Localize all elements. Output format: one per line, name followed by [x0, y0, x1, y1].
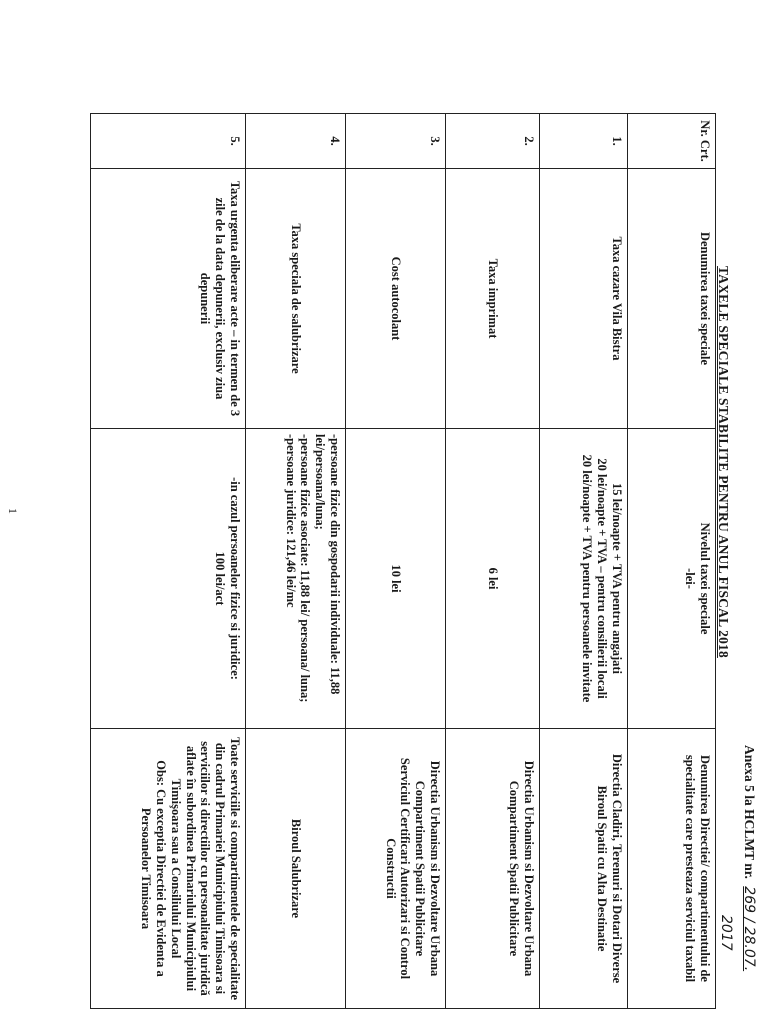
- row-dept: Toate serviciile si compartimentele de specialitate din cadrul Primariei Municipiului Timisoara si serviciilor si directiilor cu personalitate juridică aflate în subordinea Primariului Municipiului Timişoara sau a Consiliului Local Obs: Cu exceptia Directiei de Evidenta a Persoanelor Timisoara: [91, 729, 246, 1009]
- annex-label: Anexa 5 la HCLMT nr.: [742, 745, 757, 879]
- table-row: [540, 114, 628, 1009]
- row-nr: 4.: [246, 114, 346, 169]
- annex-number: 269 / 28.07.: [741, 886, 757, 972]
- header-nr: Nr. Crt.: [628, 114, 716, 169]
- row-nr: 5.: [91, 114, 246, 169]
- row-name: Taxa urgenta eliberare acte – in termen de 3 zile de la data depunerii, exclusiv ziua depunerii: [91, 169, 246, 429]
- annex-year: 2017: [718, 915, 734, 951]
- row-level: 6 lei: [446, 429, 540, 729]
- header-name: Denumirea taxei speciale: [628, 169, 716, 429]
- row-name: Cost autocolant: [346, 169, 446, 429]
- table-header-row: [628, 114, 716, 1009]
- table-row: [246, 114, 346, 1009]
- row-nr: 3.: [346, 114, 446, 169]
- header-level: Nivelul taxei speciale -lei-: [628, 429, 716, 729]
- page-number: 1: [6, 508, 20, 514]
- header-dept: Denumirea Directiei/ compartimentului de specialitate care presteaza serviciul taxabil: [628, 729, 716, 1009]
- annex-reference: [741, 745, 757, 971]
- row-name: Taxa cazare Vila Bistra: [540, 169, 628, 429]
- table-row: [346, 114, 446, 1009]
- row-level: -in cazul persoanelor fizice si juridice: 100 lei/act: [91, 429, 246, 729]
- row-name: Taxa imprimat: [446, 169, 540, 429]
- row-dept: Biroul Salubrizare: [246, 729, 346, 1009]
- row-name: Taxa speciala de salubrizare: [246, 169, 346, 429]
- table-row: [91, 114, 246, 1009]
- table-row: [446, 114, 540, 1009]
- row-level: -persoane fizice din gospodarii individuale: 11,88 lei/persoana/luna; -persoane fizice asociate: 11,88 lei/ persoana/ luna; -persoane juridice: 121,46 lei/mc: [246, 429, 346, 729]
- row-dept: Directia Urbanism si Dezvoltare Urbana Compartiment Spatii Publicitare: [446, 729, 540, 1009]
- row-nr: 2.: [446, 114, 540, 169]
- row-dept: Directia Cladiri, Terenuri si Dotari Diverse Biroul Spatii cu Alta Destinatie: [540, 729, 628, 1009]
- row-level: 15 lei/noapte + TVA pentru angajati 20 lei/noapte + TVA – pentru consilierii locali 20 lei/noapte + TVA pentru persoanele invitate: [540, 429, 628, 729]
- row-level: 10 lei: [346, 429, 446, 729]
- row-nr: 1.: [540, 114, 628, 169]
- row-dept: Directia Urbanism si Dezvoltare Urbana Compartiment Spatii Publicitare Serviciul Certificari Autorizari si Control Constructii: [346, 729, 446, 1009]
- document-title: TAXELE SPECIALE STABILITE PENTRU ANUL FISCAL 2018: [716, 266, 731, 658]
- taxes-table: [90, 113, 716, 1009]
